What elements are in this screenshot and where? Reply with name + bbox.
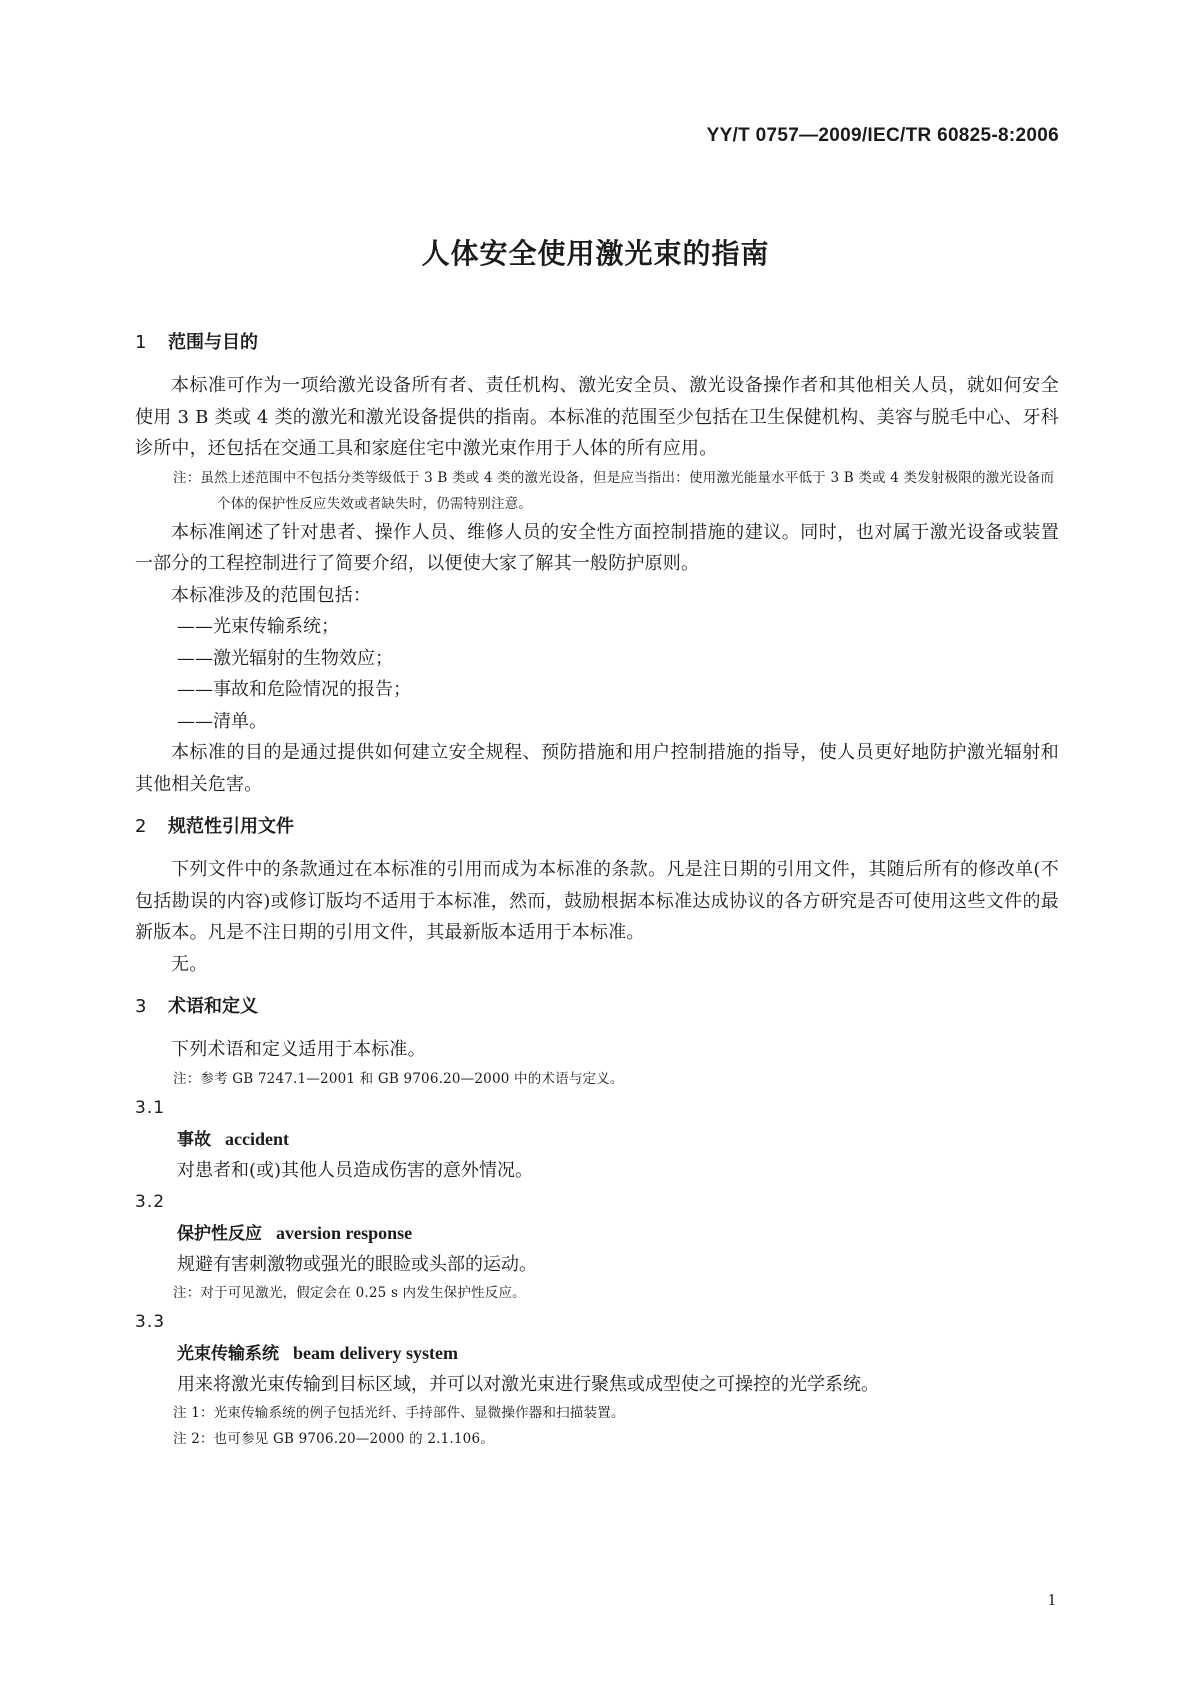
- standard-code: YY/T 0757—2009/IEC/TR 60825-8:2006: [706, 125, 1059, 146]
- section-2-heading: [135, 812, 1059, 842]
- term-chinese: 事故: [177, 1129, 211, 1150]
- term-english: accident: [225, 1128, 289, 1149]
- term-note: 注 1：光束传输系统的例子包括光纤、手持部件、显微操作器和扫描装置。: [173, 1404, 625, 1421]
- term-chinese: 保护性反应: [177, 1223, 262, 1244]
- section-number: 1: [135, 332, 147, 353]
- section-1-heading: [135, 328, 1059, 358]
- paragraph: 本标准阐述了针对患者、操作人员、维修人员的安全性方面控制措施的建议。同时，也对属于激光设备或装置一部分的工程控制进行了简要介绍，以便使大家了解其一般防护原则。: [135, 521, 1059, 574]
- paragraph: 下列术语和定义适用于本标准。: [171, 1039, 426, 1060]
- paragraph: 无。: [171, 953, 208, 975]
- term-definition: 规避有害刺激物或强光的眼睑或头部的运动。: [177, 1253, 537, 1275]
- paragraph: 本标准可作为一项给激光设备所有者、责任机构、激光安全员、激光设备操作者和其他相关人员，就如何安全使用 3 B 类或 4 类的激光和激光设备提供的指南。本标准的范围至少包括在卫生保健机构、美容与脱毛中心、牙科诊所中，还包括在交通工具和家庭住宅中激光束作用于人体的所有应用。: [135, 375, 1059, 459]
- term-entry: [135, 1218, 1059, 1249]
- page-number: 1: [1047, 1590, 1056, 1609]
- list-item: ——激光辐射的生物效应；: [177, 647, 393, 669]
- section-number: 2: [135, 816, 147, 837]
- paragraph: 本标准的目的是通过提供如何建立安全规程、预防措施和用户控制措施的指导，使人员更好地防护激光辐射和其他相关危害。: [135, 742, 1059, 795]
- document-title: 人体安全使用激光束的指南: [421, 237, 770, 270]
- term-number: 3.3: [135, 1311, 166, 1332]
- section-title: 范围与目的: [168, 332, 258, 353]
- section-3-heading: [135, 992, 1059, 1022]
- list-item: ——清单。: [177, 710, 267, 732]
- term-definition: 对患者和(或)其他人员造成伤害的意外情况。: [177, 1159, 534, 1181]
- section-title: 术语和定义: [168, 996, 258, 1017]
- list-item: ——光束传输系统；: [177, 616, 339, 637]
- note: 注：参考 GB 7247.1—2001 和 GB 9706.20—2000 中的术语与定义。: [173, 1070, 624, 1087]
- section-title: 规范性引用文件: [168, 816, 294, 837]
- list-item: ——事故和危险情况的报告；: [177, 679, 411, 700]
- document-body: [135, 328, 1059, 1452]
- term-english: aversion response: [276, 1222, 413, 1243]
- paragraph: 下列文件中的条款通过在本标准的引用而成为本标准的条款。凡是注日期的引用文件，其随后所有的修改单(不包括勘误的内容)或修订版均不适用于本标准，然而，鼓励根据本标准达成协议的各方研究是否可使用这些文件的最新版本。凡是不注日期的引用文件，其最新版本适用于本标准。: [135, 859, 1059, 943]
- term-note: 注：对于可见激光，假定会在 0.25 s 内发生保护性反应。: [173, 1284, 526, 1301]
- section-number: 3: [135, 996, 147, 1017]
- term-note: 注 2：也可参见 GB 9706.20—2000 的 2.1.106。: [173, 1430, 494, 1447]
- note: 注：虽然上述范围中不包括分类等级低于 3 B 类或 4 类的激光设备，但是应当指出：使用激光能量水平低于 3 B 类或 4 类发射极限的激光设备而个体的保护性反应失效或者缺失时，仍需特别注意。: [173, 469, 1055, 512]
- term-entry: [135, 1124, 1059, 1155]
- paragraph: 本标准涉及的范围包括：: [171, 584, 372, 606]
- term-definition: 用来将激光束传输到目标区域，并可以对激光束进行聚焦或成型使之可操控的光学系统。: [177, 1373, 879, 1395]
- term-number: 3.1: [135, 1097, 166, 1118]
- term-chinese: 光束传输系统: [177, 1343, 279, 1364]
- term-number: 3.2: [135, 1191, 166, 1212]
- term-english: beam delivery system: [293, 1342, 458, 1363]
- term-entry: [135, 1338, 1059, 1369]
